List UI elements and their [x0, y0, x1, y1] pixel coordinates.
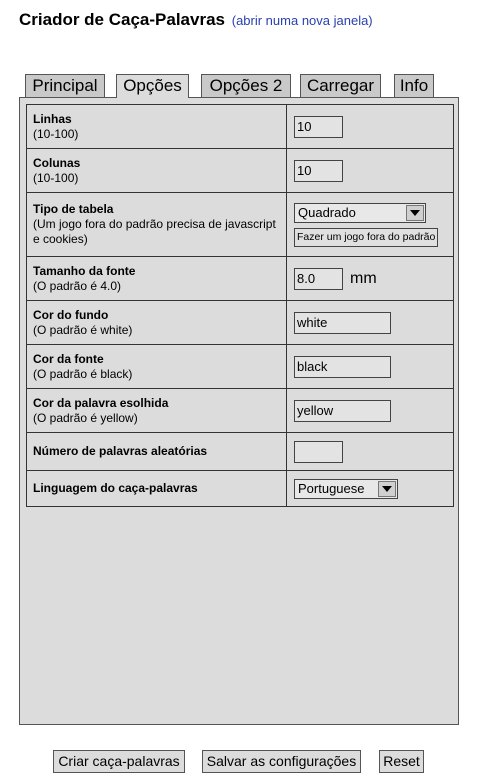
page-title [19, 10, 373, 30]
row-chosen-color [27, 389, 454, 433]
table-type-selected: Quadrado [298, 205, 356, 220]
tab-opcoes[interactable]: Opções [116, 74, 189, 98]
random-words-label: Número de palavras aleatórias [33, 444, 208, 458]
chosen-color-label: Cor da palavra esolhida [33, 395, 169, 410]
font-size-input[interactable]: 8.0 [294, 268, 343, 290]
font-size-label: Tamanho da fonte [33, 263, 136, 278]
row-rows [27, 105, 454, 149]
options-panel [19, 97, 459, 725]
rows-hint: (10-100) [33, 126, 79, 141]
chosen-color-input[interactable]: yellow [294, 400, 391, 422]
custom-game-button[interactable]: Fazer um jogo fora do padrão [294, 228, 438, 247]
cols-input[interactable]: 10 [294, 160, 343, 182]
bg-color-input[interactable]: white [294, 312, 391, 334]
rows-label: Linhas [33, 111, 72, 126]
tab-info[interactable]: Info [394, 74, 434, 97]
create-wordsearch-button[interactable]: Criar caça-palavras [53, 750, 185, 773]
row-bg-color [27, 301, 454, 345]
random-words-input[interactable] [294, 441, 343, 463]
options-table [26, 104, 454, 507]
cols-hint: (10-100) [33, 170, 79, 185]
chevron-down-icon [406, 205, 424, 221]
row-random-words [27, 433, 454, 471]
row-table-type [27, 193, 454, 257]
row-font-color [27, 345, 454, 389]
font-size-hint: (O padrão é 4.0) [33, 278, 122, 293]
reset-button[interactable]: Reset [379, 750, 424, 773]
table-type-label: Tipo de tabela [33, 202, 114, 216]
language-label: Linguagem do caça-palavras [33, 481, 198, 495]
title-text: Criador de Caça-Palavras [19, 10, 225, 29]
save-settings-button[interactable]: Salvar as configurações [202, 750, 361, 773]
chosen-color-hint: (O padrão é yellow) [33, 410, 138, 425]
language-select[interactable] [294, 479, 398, 499]
language-selected: Portuguese [298, 481, 365, 496]
tab-principal[interactable]: Principal [25, 74, 105, 97]
open-new-window-link[interactable]: (abrir numa nova janela) [231, 13, 373, 28]
bg-color-hint: (O padrão é white) [33, 322, 133, 337]
font-color-hint: (O padrão é black) [33, 366, 133, 381]
tab-opcoes-2[interactable]: Opções 2 [201, 74, 291, 97]
cols-label: Colunas [33, 155, 81, 170]
font-color-label: Cor da fonte [33, 351, 104, 366]
tab-carregar[interactable]: Carregar [300, 74, 381, 97]
table-type-select[interactable] [294, 203, 426, 223]
rows-label-cell [27, 105, 287, 149]
row-language [27, 471, 454, 507]
row-cols [27, 149, 454, 193]
font-size-unit: mm [350, 269, 377, 287]
bg-color-label: Cor do fundo [33, 307, 109, 322]
rows-input[interactable]: 10 [294, 116, 343, 138]
table-type-hint: (Um jogo fora do padrão precisa de javascript e cookies) [33, 217, 276, 246]
row-font-size [27, 257, 454, 301]
chevron-down-icon [378, 481, 396, 497]
font-color-input[interactable]: black [294, 356, 391, 378]
